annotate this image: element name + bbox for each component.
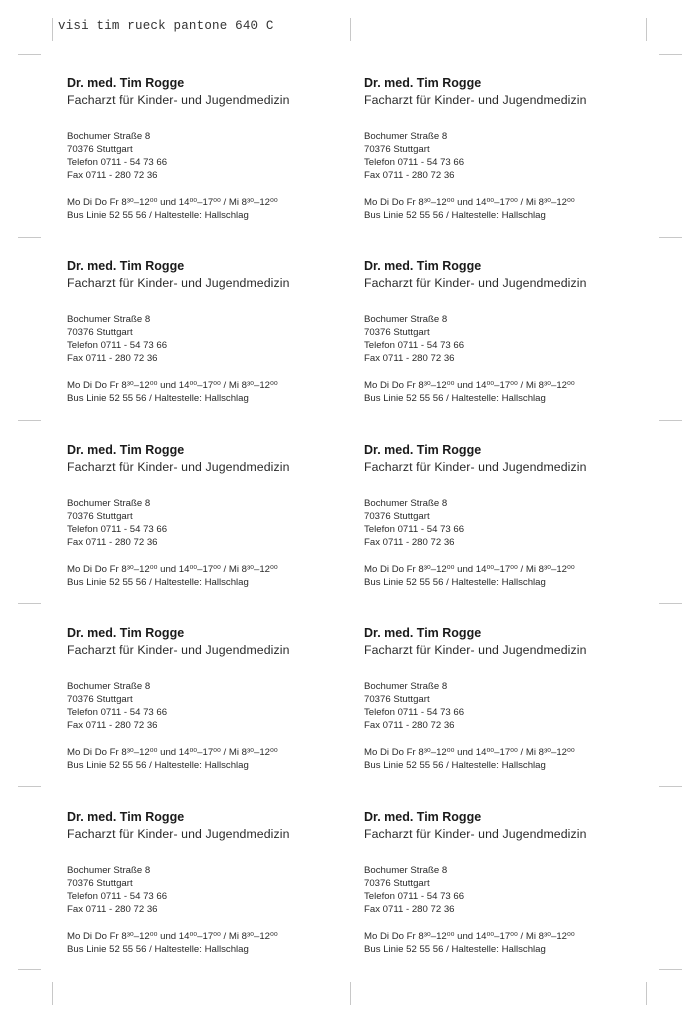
bus-info: Bus Linie 52 55 56 / Haltestelle: Hallschlag [67, 577, 249, 588]
street: Bochumer Straße 8 [364, 131, 448, 142]
fax: Fax 0711 - 280 72 36 [364, 170, 455, 181]
city: 70376 Stuttgart [364, 694, 430, 705]
fax: Fax 0711 - 280 72 36 [67, 353, 158, 364]
street: Bochumer Straße 8 [364, 681, 448, 692]
bus-info: Bus Linie 52 55 56 / Haltestelle: Hallschlag [364, 210, 546, 221]
fax: Fax 0711 - 280 72 36 [364, 353, 455, 364]
business-card [364, 810, 654, 990]
phone: Telefon 0711 - 54 73 66 [364, 340, 465, 351]
opening-hours: Mo Di Do Fr 8³⁰–12⁰⁰ und 14⁰⁰–17⁰⁰ / Mi 8³⁰–12⁰⁰ [364, 747, 575, 758]
street: Bochumer Straße 8 [364, 498, 448, 509]
phone: Telefon 0711 - 54 73 66 [67, 891, 168, 902]
doctor-name: Dr. med. Tim Rogge [67, 626, 185, 640]
crop-mark [659, 54, 682, 55]
opening-hours: Mo Di Do Fr 8³⁰–12⁰⁰ und 14⁰⁰–17⁰⁰ / Mi 8³⁰–12⁰⁰ [364, 564, 575, 575]
street: Bochumer Straße 8 [67, 131, 151, 142]
fax: Fax 0711 - 280 72 36 [364, 720, 455, 731]
business-card [67, 810, 357, 990]
business-card [364, 443, 654, 623]
doctor-name: Dr. med. Tim Rogge [364, 626, 482, 640]
city: 70376 Stuttgart [67, 327, 133, 338]
city: 70376 Stuttgart [364, 511, 430, 522]
doctor-name: Dr. med. Tim Rogge [67, 76, 185, 90]
doctor-name: Dr. med. Tim Rogge [364, 810, 482, 824]
opening-hours: Mo Di Do Fr 8³⁰–12⁰⁰ und 14⁰⁰–17⁰⁰ / Mi 8³⁰–12⁰⁰ [67, 197, 278, 208]
opening-hours: Mo Di Do Fr 8³⁰–12⁰⁰ und 14⁰⁰–17⁰⁰ / Mi 8³⁰–12⁰⁰ [67, 564, 278, 575]
phone: Telefon 0711 - 54 73 66 [67, 340, 168, 351]
crop-mark [350, 18, 351, 41]
business-card [364, 626, 654, 806]
crop-mark [52, 18, 53, 41]
phone: Telefon 0711 - 54 73 66 [364, 157, 465, 168]
street: Bochumer Straße 8 [67, 314, 151, 325]
specialty: Facharzt für Kinder- und Jugendmedizin [67, 460, 290, 474]
crop-mark [659, 786, 682, 787]
city: 70376 Stuttgart [364, 327, 430, 338]
bus-info: Bus Linie 52 55 56 / Haltestelle: Hallschlag [364, 944, 546, 955]
crop-mark [18, 969, 41, 970]
fax: Fax 0711 - 280 72 36 [364, 904, 455, 915]
opening-hours: Mo Di Do Fr 8³⁰–12⁰⁰ und 14⁰⁰–17⁰⁰ / Mi 8³⁰–12⁰⁰ [364, 380, 575, 391]
street: Bochumer Straße 8 [364, 314, 448, 325]
doctor-name: Dr. med. Tim Rogge [364, 443, 482, 457]
bus-info: Bus Linie 52 55 56 / Haltestelle: Hallschlag [364, 760, 546, 771]
specialty: Facharzt für Kinder- und Jugendmedizin [364, 460, 587, 474]
business-card [67, 626, 357, 806]
specialty: Facharzt für Kinder- und Jugendmedizin [364, 93, 587, 107]
bus-info: Bus Linie 52 55 56 / Haltestelle: Hallschlag [364, 393, 546, 404]
opening-hours: Mo Di Do Fr 8³⁰–12⁰⁰ und 14⁰⁰–17⁰⁰ / Mi 8³⁰–12⁰⁰ [364, 931, 575, 942]
bus-info: Bus Linie 52 55 56 / Haltestelle: Hallschlag [67, 210, 249, 221]
city: 70376 Stuttgart [364, 878, 430, 889]
doctor-name: Dr. med. Tim Rogge [364, 259, 482, 273]
specialty: Facharzt für Kinder- und Jugendmedizin [364, 643, 587, 657]
opening-hours: Mo Di Do Fr 8³⁰–12⁰⁰ und 14⁰⁰–17⁰⁰ / Mi 8³⁰–12⁰⁰ [67, 747, 278, 758]
phone: Telefon 0711 - 54 73 66 [364, 524, 465, 535]
phone: Telefon 0711 - 54 73 66 [67, 524, 168, 535]
phone: Telefon 0711 - 54 73 66 [67, 707, 168, 718]
fax: Fax 0711 - 280 72 36 [364, 537, 455, 548]
crop-mark [18, 603, 41, 604]
phone: Telefon 0711 - 54 73 66 [364, 891, 465, 902]
business-card [67, 443, 357, 623]
crop-mark [52, 982, 53, 1005]
business-card [364, 76, 654, 256]
business-card [67, 259, 357, 439]
crop-mark [18, 237, 41, 238]
street: Bochumer Straße 8 [67, 498, 151, 509]
crop-mark [18, 420, 41, 421]
specialty: Facharzt für Kinder- und Jugendmedizin [67, 643, 290, 657]
doctor-name: Dr. med. Tim Rogge [67, 810, 185, 824]
business-card [364, 259, 654, 439]
bus-info: Bus Linie 52 55 56 / Haltestelle: Hallschlag [67, 760, 249, 771]
crop-mark [646, 18, 647, 41]
fax: Fax 0711 - 280 72 36 [67, 904, 158, 915]
city: 70376 Stuttgart [67, 511, 133, 522]
specialty: Facharzt für Kinder- und Jugendmedizin [67, 93, 290, 107]
opening-hours: Mo Di Do Fr 8³⁰–12⁰⁰ und 14⁰⁰–17⁰⁰ / Mi 8³⁰–12⁰⁰ [364, 197, 575, 208]
crop-mark [659, 603, 682, 604]
print-label: visi tim rueck pantone 640 C [58, 19, 274, 33]
bus-info: Bus Linie 52 55 56 / Haltestelle: Hallschlag [67, 393, 249, 404]
crop-mark [18, 54, 41, 55]
street: Bochumer Straße 8 [67, 681, 151, 692]
crop-mark [659, 237, 682, 238]
city: 70376 Stuttgart [364, 144, 430, 155]
crop-mark [659, 420, 682, 421]
specialty: Facharzt für Kinder- und Jugendmedizin [67, 827, 290, 841]
doctor-name: Dr. med. Tim Rogge [67, 259, 185, 273]
street: Bochumer Straße 8 [67, 865, 151, 876]
street: Bochumer Straße 8 [364, 865, 448, 876]
specialty: Facharzt für Kinder- und Jugendmedizin [67, 276, 290, 290]
city: 70376 Stuttgart [67, 878, 133, 889]
doctor-name: Dr. med. Tim Rogge [364, 76, 482, 90]
crop-mark [659, 969, 682, 970]
phone: Telefon 0711 - 54 73 66 [364, 707, 465, 718]
fax: Fax 0711 - 280 72 36 [67, 170, 158, 181]
specialty: Facharzt für Kinder- und Jugendmedizin [364, 827, 587, 841]
bus-info: Bus Linie 52 55 56 / Haltestelle: Hallschlag [67, 944, 249, 955]
opening-hours: Mo Di Do Fr 8³⁰–12⁰⁰ und 14⁰⁰–17⁰⁰ / Mi 8³⁰–12⁰⁰ [67, 931, 278, 942]
city: 70376 Stuttgart [67, 144, 133, 155]
fax: Fax 0711 - 280 72 36 [67, 720, 158, 731]
opening-hours: Mo Di Do Fr 8³⁰–12⁰⁰ und 14⁰⁰–17⁰⁰ / Mi 8³⁰–12⁰⁰ [67, 380, 278, 391]
specialty: Facharzt für Kinder- und Jugendmedizin [364, 276, 587, 290]
doctor-name: Dr. med. Tim Rogge [67, 443, 185, 457]
business-card [67, 76, 357, 256]
city: 70376 Stuttgart [67, 694, 133, 705]
fax: Fax 0711 - 280 72 36 [67, 537, 158, 548]
phone: Telefon 0711 - 54 73 66 [67, 157, 168, 168]
bus-info: Bus Linie 52 55 56 / Haltestelle: Hallschlag [364, 577, 546, 588]
crop-mark [18, 786, 41, 787]
